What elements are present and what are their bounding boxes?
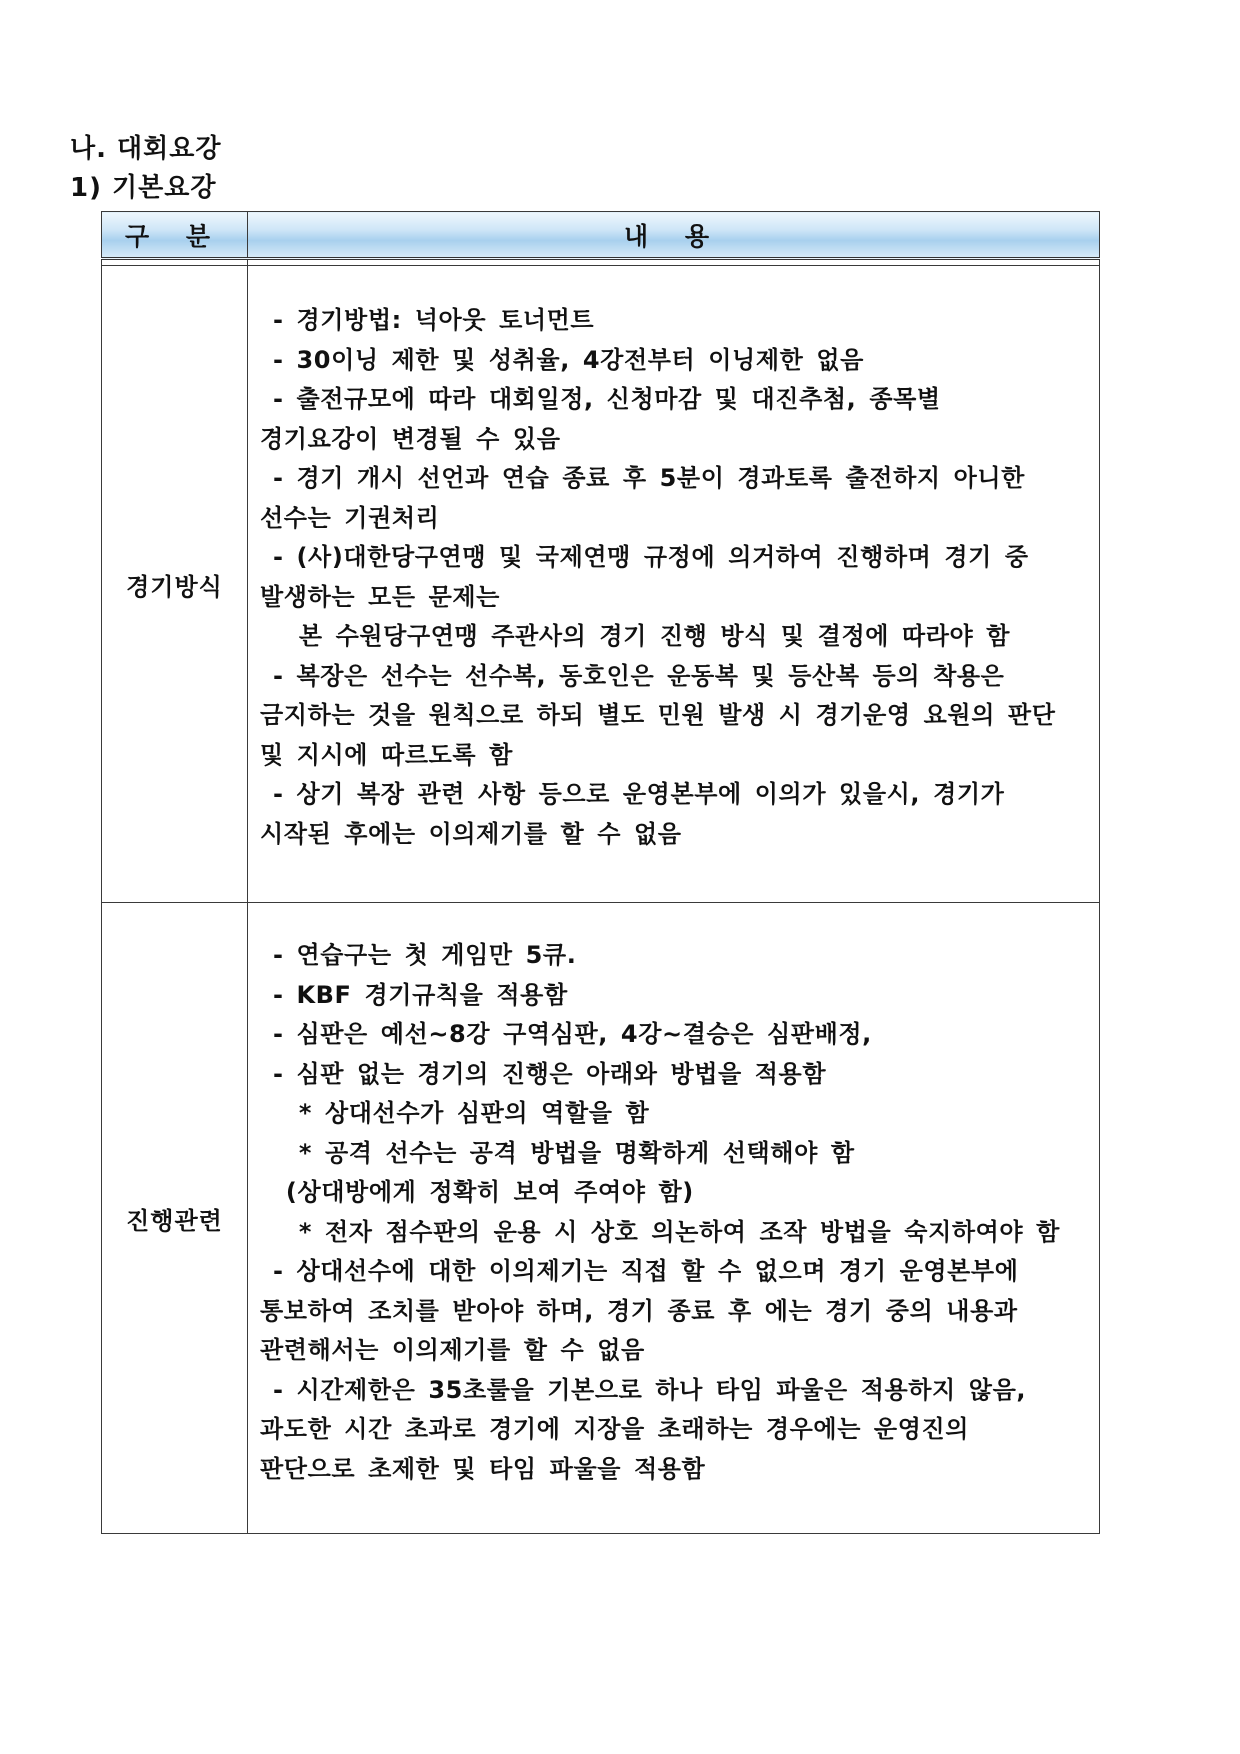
table-row-progress xyxy=(102,903,1100,1534)
content-line: - 출전규모에 따라 대회일정, 신청마감 및 대진추첨, 종목별 xyxy=(260,385,941,413)
header-category: 구 분 xyxy=(102,212,248,259)
content-line: - 심판 없는 경기의 진행은 아래와 방법을 적용함 xyxy=(260,1059,827,1088)
subsection-heading: 1) 기본요강 xyxy=(70,173,217,203)
header-separator xyxy=(102,259,1100,266)
rules-table xyxy=(101,211,1100,1534)
content-line: - 경기방법: 넉아웃 토너먼트 xyxy=(260,306,595,334)
content-line: - 심판은 예선~8강 구역심판, 4강~결승은 심판배정, xyxy=(260,1020,872,1048)
content-line: - (사)대한당구연맹 및 국제연맹 규정에 의거하여 진행하며 경기 중 xyxy=(260,543,1029,571)
header-content: 내 용 xyxy=(248,212,1100,259)
content-line: 시작된 후에는 이의제기를 할 수 없음 xyxy=(260,819,682,848)
content-line: - 복장은 선수는 선수복, 동호인은 운동복 및 등산복 등의 착용은 xyxy=(260,661,1005,690)
content-line: (상대방에게 정확히 보여 주여야 함) xyxy=(260,1178,694,1206)
row-label: 경기방식 xyxy=(102,266,248,903)
content-line: - KBF 경기규칙을 적용함 xyxy=(260,980,568,1009)
content-line: - 시간제한은 35초룰을 기본으로 하나 타임 파울은 적용하지 않음, xyxy=(260,1375,1027,1404)
content-line: - 상대선수에 대한 이의제기는 직접 할 수 없으며 경기 운영본부에 xyxy=(260,1257,1019,1285)
table-row-game-method xyxy=(102,266,1100,903)
row-content xyxy=(248,266,1100,903)
content-line: * 공격 선수는 공격 방법을 명확하게 선택해야 함 xyxy=(260,1138,855,1167)
content-line: * 상대선수가 심판의 역할을 함 xyxy=(260,1099,650,1127)
content-lines xyxy=(260,266,1089,854)
content-line: 통보하여 조치를 받아야 하며, 경기 종료 후 에는 경기 중의 내용과 xyxy=(260,1296,1018,1325)
row-content xyxy=(248,903,1100,1534)
row-label: 진행관련 xyxy=(102,903,248,1534)
content-line: 본 수원당구연맹 주관사의 경기 진행 방식 및 결정에 따라야 함 xyxy=(260,622,1011,650)
content-line: 발생하는 모든 문제는 xyxy=(260,582,500,611)
content-line: - 상기 복장 관련 사항 등으로 운영본부에 이의가 있을시, 경기가 xyxy=(260,780,1005,808)
section-heading: 나. 대회요강 xyxy=(70,134,222,164)
content-line: 선수는 기권처리 xyxy=(260,503,440,532)
content-lines xyxy=(260,903,1089,1489)
content-line: - 연습구는 첫 게임만 5큐. xyxy=(260,941,577,969)
content-line: 및 지시에 따르도록 함 xyxy=(260,740,513,769)
content-line: - 경기 개시 선언과 연습 종료 후 5분이 경과토록 출전하지 아니한 xyxy=(260,464,1025,492)
content-line: 판단으로 초제한 및 타임 파울을 적용함 xyxy=(260,1454,706,1483)
content-line: - 30이닝 제한 및 성취율, 4강전부터 이닝제한 없음 xyxy=(260,345,864,374)
table-header-row xyxy=(102,212,1100,259)
content-line: 과도한 시간 초과로 경기에 지장을 초래하는 경우에는 운영진의 xyxy=(260,1415,970,1443)
content-line: 금지하는 것을 원칙으로 하되 별도 민원 발생 시 경기운영 요원의 판단 xyxy=(260,701,1056,729)
content-line: 경기요강이 변경될 수 있음 xyxy=(260,424,561,453)
content-line: * 전자 점수판의 운용 시 상호 의논하여 조작 방법을 숙지하여야 함 xyxy=(260,1217,1060,1246)
content-line: 관련해서는 이의제기를 할 수 없음 xyxy=(260,1336,645,1364)
